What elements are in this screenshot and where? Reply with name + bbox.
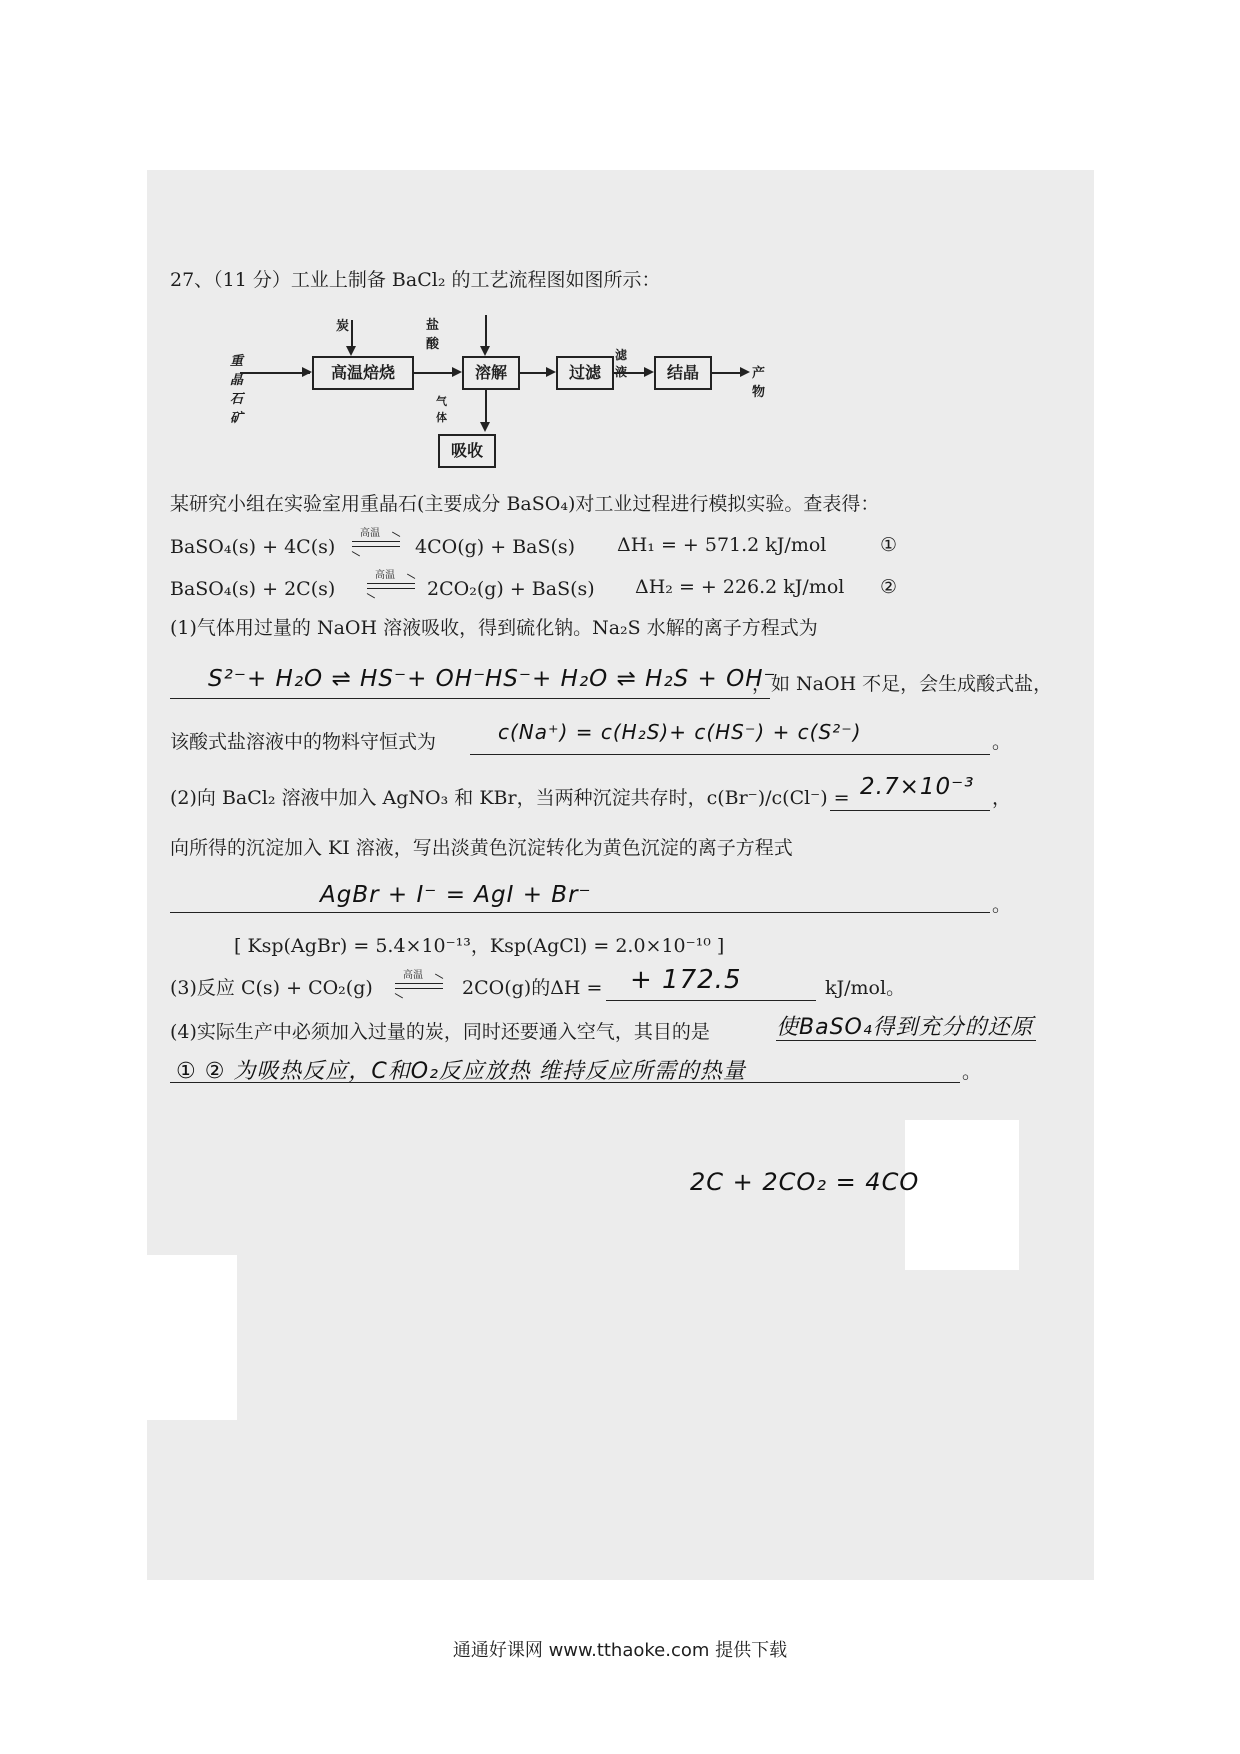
part1-mass-balance-line — [470, 754, 990, 755]
eq2-arrow: 高温 — [367, 578, 415, 596]
flow-box-roasting: 高温焙烧 — [312, 356, 414, 390]
part2-answer-line — [830, 810, 990, 811]
part3-answer: + 172.5 — [630, 965, 742, 995]
part2-answer: 2.7×10⁻³ — [860, 774, 975, 800]
eq1-arrow: 高温 — [352, 536, 400, 554]
part2-equation-line — [170, 912, 990, 913]
part4-text: (4)实际生产中必须加入过量的炭，同时还要通入空气，其目的是 — [170, 1021, 710, 1043]
part1-period: 。 — [992, 731, 1012, 753]
flow-box-filter: 过滤 — [556, 356, 614, 390]
blank-patch-left — [147, 1255, 237, 1420]
part3-unit: kJ/mol。 — [825, 977, 906, 999]
flow-feed-hcl: 盐酸 — [426, 318, 440, 352]
part1-answer-c: c(Na⁺) = c(H₂S)+ c(HS⁻) + c(S²⁻) — [498, 720, 862, 744]
eq2-left: BaSO₄(s) + 2C(s) — [170, 578, 336, 600]
part3-left: (3)反应 C(s) + CO₂(g) — [170, 977, 373, 999]
part4-answer-line1 — [776, 1040, 1036, 1041]
part3-arrow: 高温 — [395, 978, 443, 996]
part1-answer-line — [170, 698, 770, 699]
flow-product: 产物 — [752, 366, 766, 400]
part3-answer-line — [606, 1000, 816, 1001]
part1-tail: ，如 NaOH 不足，会生成酸式盐， — [752, 673, 1053, 695]
intro-text: 某研究小组在实验室用重晶石(主要成分 BaSO₄)对工业过程进行模拟实验。查表得： — [170, 493, 880, 515]
part2-answer2: AgBr + I⁻ = AgI + Br⁻ — [320, 882, 592, 908]
flow-gas-label: 气体 — [436, 395, 447, 424]
part1-answer-b: HS⁻+ H₂O ⇌ H₂S + OH⁻ — [485, 666, 777, 692]
part2-line2: 向所得的沉淀加入 KI 溶液，写出淡黄色沉淀转化为黄色沉淀的离子方程式 — [170, 837, 793, 859]
flow-box-crystallize: 结晶 — [654, 356, 712, 390]
flow-feed-carbon: 炭 — [336, 319, 350, 334]
blank-patch-right — [905, 1120, 1019, 1270]
eq1-left: BaSO₄(s) + 4C(s) — [170, 536, 336, 558]
eq1-right: 4CO(g) + BaS(s) — [415, 536, 576, 558]
scanned-page — [147, 170, 1094, 1580]
part4-period: 。 — [962, 1061, 982, 1083]
part3-mid: 2CO(g)的ΔH = — [462, 977, 603, 999]
part4-answer2: ① ② 为吸热反应，C和O₂反应放热 维持反应所需的热量 — [176, 1059, 746, 1084]
ksp-values: [ Ksp(AgBr) = 5.4×10⁻¹³，Ksp(AgCl) = 2.0×10⁻¹⁰ ] — [234, 935, 725, 957]
flow-box-dissolve: 溶解 — [462, 356, 520, 390]
eq1-dh: ΔH₁ = + 571.2 kJ/mol — [617, 534, 827, 556]
eq2-dh: ΔH₂ = + 226.2 kJ/mol — [635, 576, 845, 598]
flow-filtrate-label: 滤液 — [615, 348, 628, 379]
scratch-equation: 2C + 2CO₂ = 4CO — [690, 1168, 920, 1196]
eq1-num: ① — [880, 534, 898, 556]
question-title: 27、（11 分）工业上制备 BaCl₂ 的工艺流程图如图所示： — [170, 269, 661, 291]
part1-line2: 该酸式盐溶液中的物料守恒式为 — [170, 731, 437, 753]
flow-box-absorb: 吸收 — [438, 434, 496, 468]
flow-input: 重晶石矿 — [230, 354, 244, 426]
part2-text: (2)向 BaCl₂ 溶液中加入 AgNO₃ 和 KBr，当两种沉淀共存时，c(Br⁻)/c(Cl⁻) = — [170, 787, 850, 809]
part1-answer-a: S²⁻+ H₂O ⇌ HS⁻+ OH⁻ — [208, 666, 487, 692]
part2-comma: ， — [992, 787, 1012, 809]
eq2-num: ② — [880, 576, 898, 598]
eq2-right: 2CO₂(g) + BaS(s) — [427, 578, 595, 600]
part4-answer1: 使BaSO₄得到充分的还原 — [776, 1015, 1034, 1040]
part2-period: 。 — [992, 894, 1012, 916]
part1-text: (1)气体用过量的 NaOH 溶液吸收，得到硫化钠。Na₂S 水解的离子方程式为 — [170, 617, 818, 639]
footer-credit: 通通好课网 www.tthaoke.com 提供下载 — [452, 1640, 788, 1661]
part4-answer-line2 — [170, 1082, 960, 1083]
